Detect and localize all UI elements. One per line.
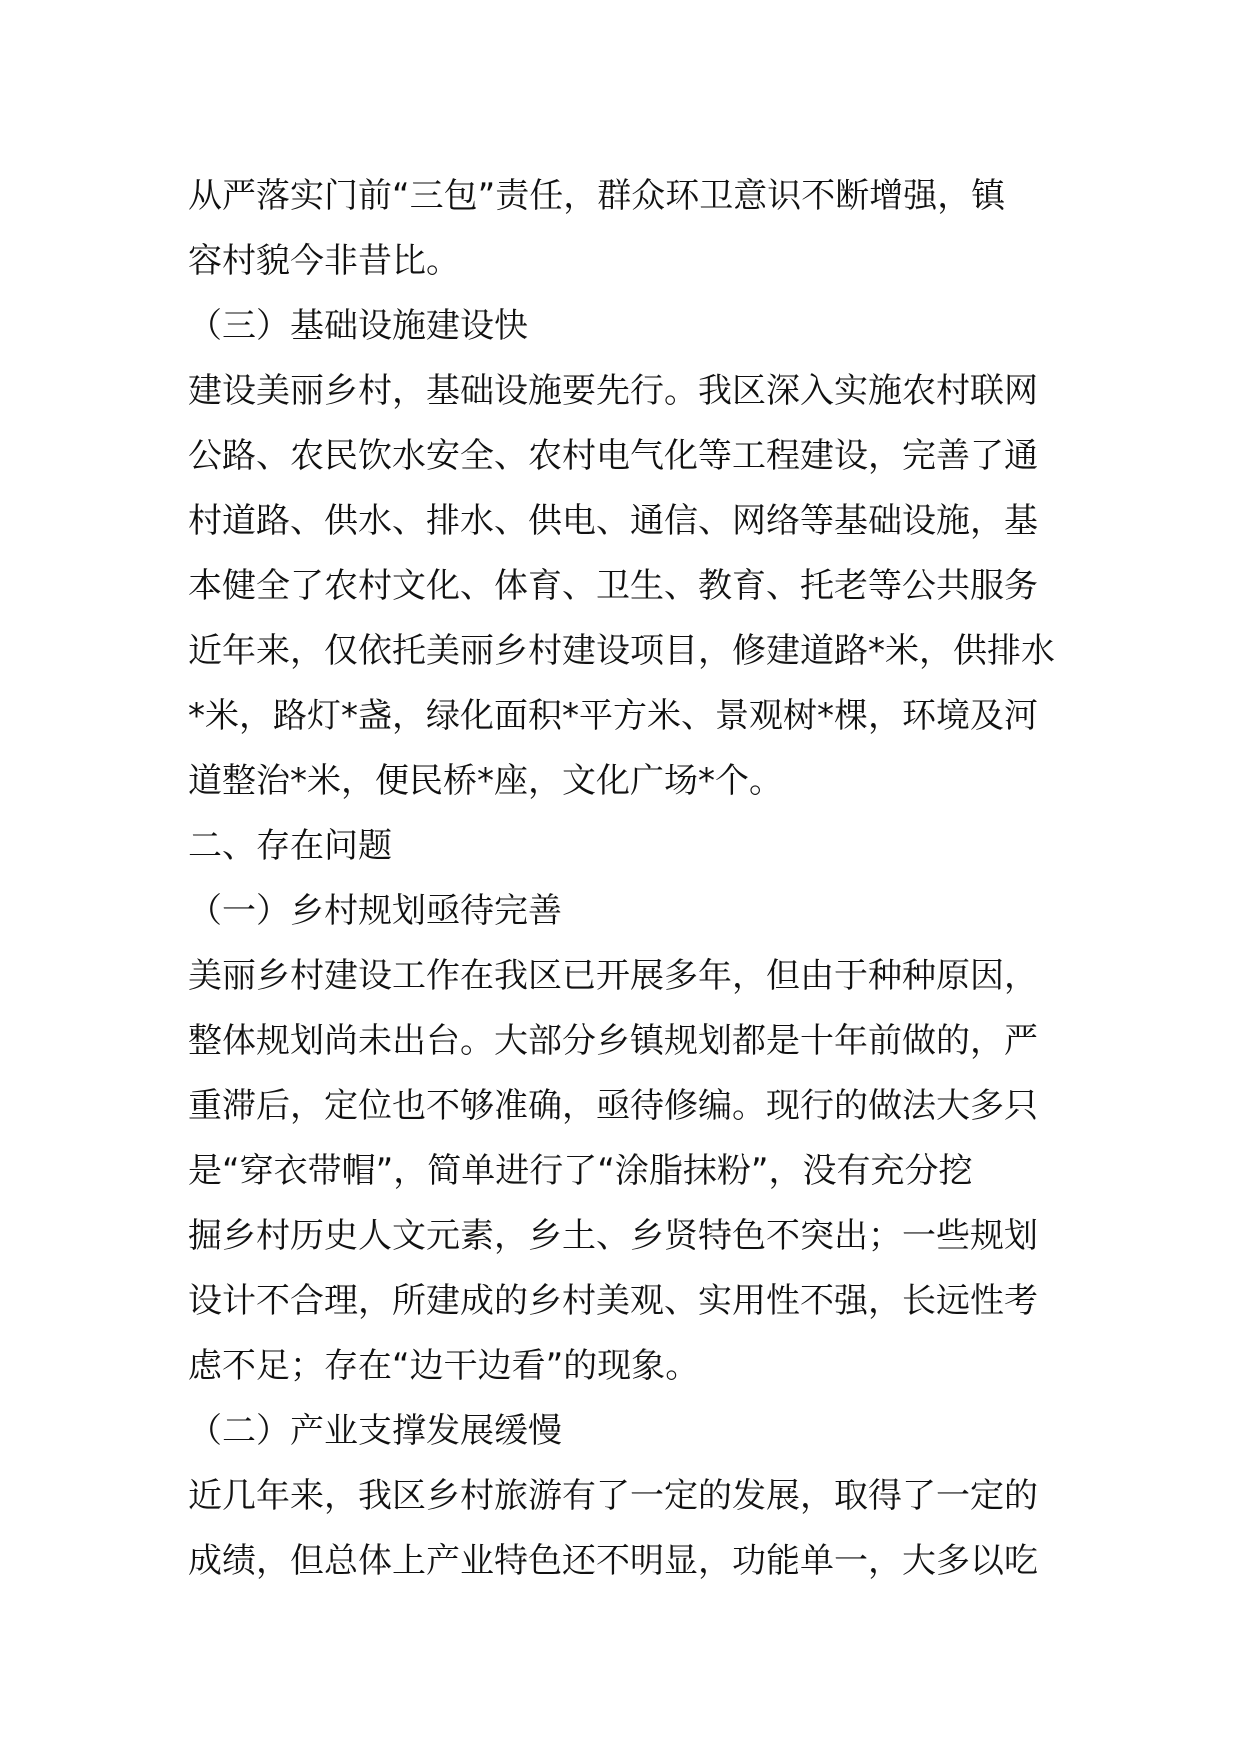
text-line-1: 从严落实门前“三包”责任，群众环卫意识不断增强，镇 xyxy=(188,176,1006,216)
text-line-21: 近几年来，我区乡村旅游有了一定的发展，取得了一定的 xyxy=(188,1476,1038,1516)
text-line-6: 村道路、供水、排水、供电、通信、网络等基础设施，基 xyxy=(188,501,1038,541)
text-line-16: 是“穿衣带帽”，简单进行了“涂脂抹粉”，没有充分挖 xyxy=(188,1151,973,1191)
text-line-9: *米，路灯*盏，绿化面积*平方米、景观树*棵，环境及河 xyxy=(188,696,1038,736)
text-line-10: 道整治*米，便民桥*座，文化广场*个。 xyxy=(188,761,783,801)
text-line-7: 本健全了农村文化、体育、卫生、教育、托老等公共服务 xyxy=(188,566,1038,606)
text-line-22: 成绩，但总体上产业特色还不明显，功能单一，大多以吃 xyxy=(188,1541,1038,1581)
text-line-4: 建设美丽乡村，基础设施要先行。我区深入实施农村联网 xyxy=(188,371,1038,411)
chapter-heading-2: 二、存在问题 xyxy=(188,826,392,866)
text-line-13: 美丽乡村建设工作在我区已开展多年，但由于种种原因， xyxy=(188,956,1038,996)
section-heading-3: （三）基础设施建设快 xyxy=(188,306,528,346)
text-line-14: 整体规划尚未出台。大部分乡镇规划都是十年前做的，严 xyxy=(188,1021,1038,1061)
text-line-17: 掘乡村历史人文元素，乡土、乡贤特色不突出；一些规划 xyxy=(188,1216,1038,1256)
text-line-19: 虑不足；存在“边干边看”的现象。 xyxy=(188,1346,700,1386)
text-line-18: 设计不合理，所建成的乡村美观、实用性不强，长远性考 xyxy=(188,1281,1038,1321)
section-heading-2: （二）产业支撑发展缓慢 xyxy=(188,1411,562,1451)
text-line-5: 公路、农民饮水安全、农村电气化等工程建设，完善了通 xyxy=(188,436,1038,476)
text-line-15: 重滞后，定位也不够准确，亟待修编。现行的做法大多只 xyxy=(188,1086,1038,1126)
text-line-8: 近年来，仅依托美丽乡村建设项目，修建道路*米，供排水 xyxy=(188,631,1055,671)
text-line-2: 容村貌今非昔比。 xyxy=(188,241,460,281)
document-body xyxy=(188,164,1060,1594)
section-heading-1: （一）乡村规划亟待完善 xyxy=(188,891,562,931)
